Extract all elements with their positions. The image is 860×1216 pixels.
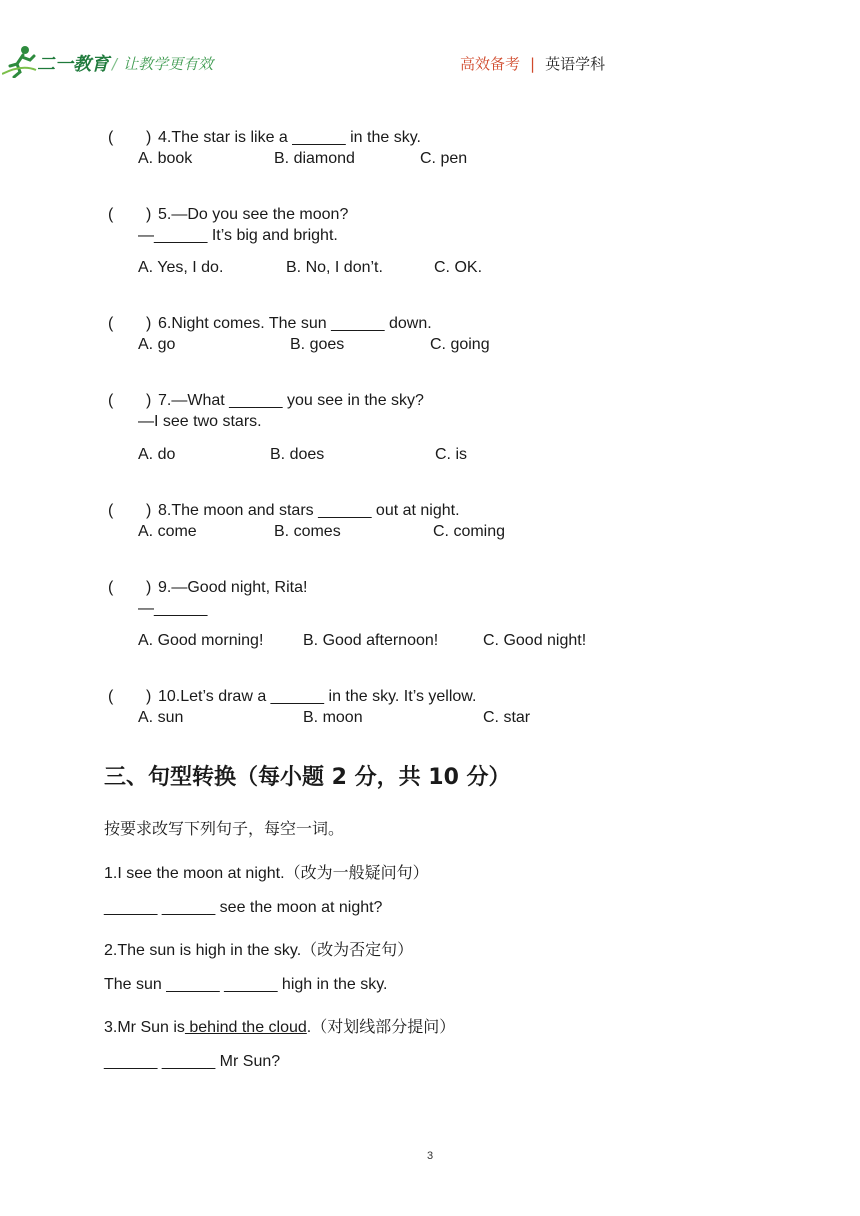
option-a: A. sun — [138, 709, 184, 726]
option-c: C. OK. — [434, 259, 483, 276]
question-number: 10. — [158, 688, 181, 705]
option-b: B. goes — [290, 336, 345, 353]
header-subject-name: 英语学科 — [545, 55, 606, 73]
option-c: C. is — [435, 446, 467, 463]
question-text: The star is like a ______ in the sky. — [171, 129, 421, 146]
slogan-text: 让教学更有效 — [123, 55, 214, 73]
answer-paren: ( — [108, 129, 114, 146]
question-number: 8. — [158, 502, 172, 519]
question-8: ( ) 8.The moon and stars ______ out at night. — [108, 502, 460, 519]
question-10: ( ) 10.Let’s draw a ______ in the sky. It’s yellow. — [108, 688, 477, 705]
header-separator: | — [530, 55, 536, 73]
item-prompt-end: . — [306, 1019, 312, 1036]
option-a: A. come — [138, 523, 197, 540]
option-a: A. Good morning! — [138, 632, 264, 649]
item-prompt: 3.Mr Sun is — [104, 1019, 185, 1036]
question-6: ( ) 6.Night comes. The sun ______ down. — [108, 315, 432, 332]
option-c: C. star — [483, 709, 531, 726]
question-text: Night comes. The sun ______ down. — [171, 315, 432, 332]
answer-paren: ( — [108, 315, 114, 332]
transform-item-3 — [104, 1014, 455, 1037]
page-number: 3 — [426, 1150, 434, 1162]
option-a: A. book — [138, 150, 193, 167]
header-tagline: 高效备考 — [460, 55, 521, 73]
question-5: ( ) 5.—Do you see the moon? — [108, 206, 349, 223]
option-c: C. going — [430, 336, 490, 353]
option-c: C. pen — [420, 150, 468, 167]
answer-paren: ( — [108, 502, 114, 519]
transform-item-2 — [104, 937, 413, 960]
option-a: A. go — [138, 336, 176, 353]
question-4: ( ) 4.The star is like a ______ in the sky. — [108, 129, 421, 146]
question-number: 4. — [158, 129, 172, 146]
option-b: B. does — [270, 446, 325, 463]
section-title: 三、句型转换（每小题 2 分，共 10 分） — [104, 765, 511, 790]
answer-line-2: The sun ______ ______ high in the sky. — [104, 976, 388, 993]
answer-paren: ( — [108, 688, 114, 705]
question-9: ( ) 9.—Good night, Rita! — [108, 579, 308, 596]
option-b: B. comes — [274, 523, 341, 540]
option-c: C. coming — [433, 523, 506, 540]
answer-paren: ( — [108, 579, 114, 596]
question-text-line2: —I see two stars. — [138, 413, 262, 430]
header-subject — [460, 53, 605, 74]
item-note: （改为否定句） — [301, 940, 414, 959]
option-b: B. diamond — [274, 150, 355, 167]
question-number: 7. — [158, 392, 172, 409]
option-a: A. Yes, I do. — [138, 259, 224, 276]
option-b: B. No, I don’t. — [286, 259, 383, 276]
option-c: C. Good night! — [483, 632, 587, 649]
question-number: 6. — [158, 315, 172, 332]
slash-divider: / — [112, 55, 118, 73]
section-instruction: 按要求改写下列句子，每空一词。 — [104, 819, 345, 838]
question-number: 9. — [158, 579, 172, 596]
item-prompt: 1.I see the moon at night. — [104, 865, 285, 882]
answer-line-3: ______ ______ Mr Sun? — [104, 1053, 281, 1070]
question-text-line2: —______ — [138, 600, 208, 617]
question-text: —Do you see the moon? — [171, 206, 349, 223]
answer-line-1: ______ ______ see the moon at night? — [104, 899, 383, 916]
option-b: B. moon — [303, 709, 363, 726]
answer-paren: ( — [108, 392, 114, 409]
answer-paren: ( — [108, 206, 114, 223]
question-text: The moon and stars ______ out at night. — [171, 502, 460, 519]
item-note: （改为一般疑问句） — [284, 863, 429, 882]
option-a: A. do — [138, 446, 176, 463]
item-note: （对划线部分提问） — [311, 1017, 456, 1036]
underlined-phrase: behind the cloud — [184, 1019, 307, 1036]
item-prompt: 2.The sun is high in the sky. — [104, 942, 302, 959]
option-b: B. Good afternoon! — [303, 632, 439, 649]
transform-item-1 — [104, 860, 429, 883]
question-text: Let’s draw a ______ in the sky. It’s yellow. — [180, 688, 477, 705]
slogan — [112, 53, 213, 74]
question-number: 5. — [158, 206, 172, 223]
question-7: ( ) 7.—What ______ you see in the sky? — [108, 392, 424, 409]
question-text-line2: —______ It’s big and bright. — [138, 227, 338, 244]
question-text: —Good night, Rita! — [171, 579, 308, 596]
question-text: —What ______ you see in the sky? — [171, 392, 424, 409]
logo-text: 二一教育 — [37, 54, 109, 75]
